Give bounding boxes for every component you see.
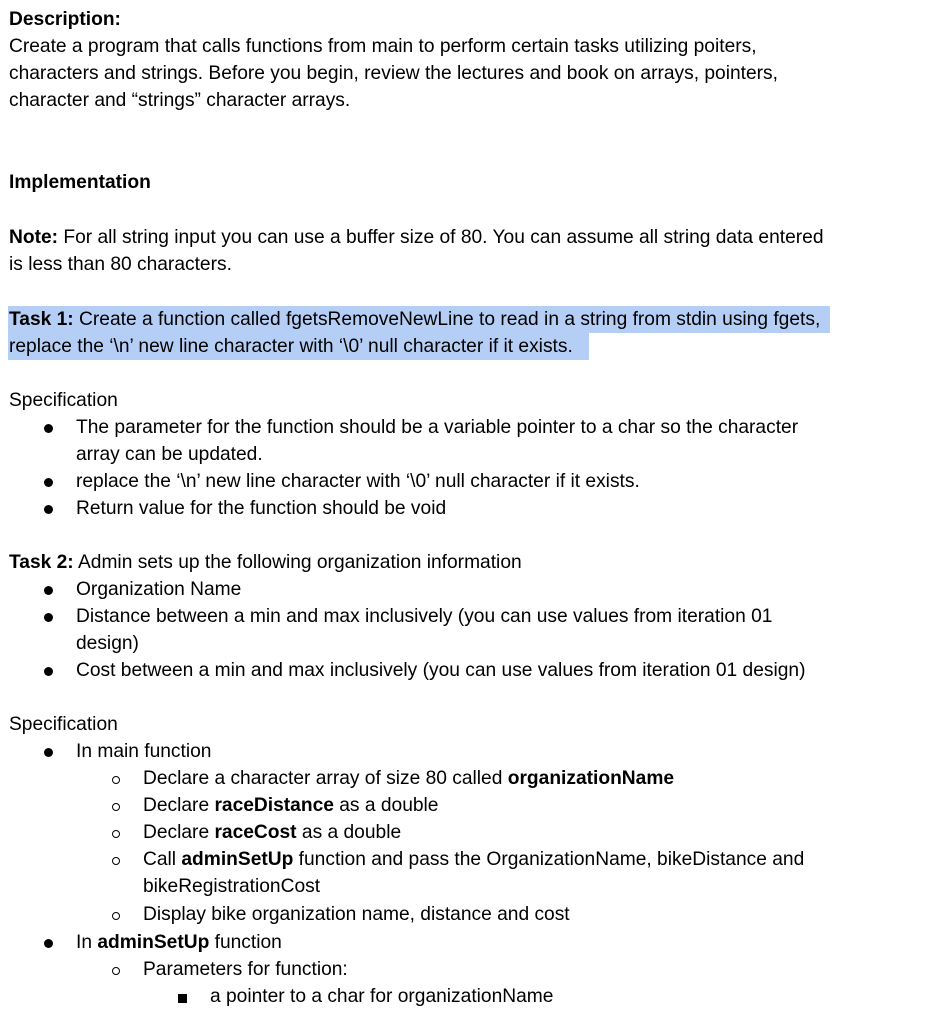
sub-item-text: as a double — [296, 822, 402, 843]
task1-bullet-1: The parameter for the function should be a variable pointer to a char so the character — [76, 417, 799, 438]
task1-bullet-3: Return value for the function should be void — [76, 498, 447, 519]
code-identifier: organizationName — [507, 768, 675, 789]
task2-intro — [9, 549, 522, 576]
task1-line-1[interactable] — [8, 306, 830, 333]
sub-item-race-cost — [143, 819, 401, 846]
note-label: Note: — [9, 227, 59, 248]
task2-bullet-2-cont: design) — [76, 633, 139, 654]
bullet-icon — [44, 586, 53, 595]
admin-setup-item — [76, 929, 282, 956]
task1-line-2[interactable]: replace the ‘\n’ new line character with ‘\0’ null character if it exists. — [8, 333, 589, 360]
note-line-1 — [9, 224, 824, 251]
sub-item-text: function and pass the OrganizationName, bikeDistance and — [293, 849, 805, 870]
sub-bullet-icon — [112, 803, 120, 811]
bullet-icon — [44, 613, 53, 622]
task1-text: Create a function called fgetsRemoveNewLine to read in a string from stdin using fgets, — [73, 309, 821, 330]
sub-bullet-icon — [112, 912, 120, 920]
sub-item-call-admin-setup — [143, 846, 804, 873]
description-heading: Description: — [9, 9, 121, 30]
task2-bullet-3: Cost between a min and max inclusively (you can use values from iteration 01 design) — [76, 660, 806, 681]
bullet-icon — [44, 505, 53, 514]
bullet-icon — [44, 478, 53, 487]
description-line-2: characters and strings. Before you begin, review the lectures and book on arrays, pointers, — [9, 63, 778, 84]
task1-bullet-1-cont: array can be updated. — [76, 444, 263, 465]
task2-label: Task 2: — [9, 552, 74, 573]
sub-bullet-icon — [112, 830, 120, 838]
note-line-2: is less than 80 characters. — [9, 254, 232, 275]
code-identifier: adminSetUp — [181, 849, 294, 870]
sub-item-text: Declare a character array of size 80 called — [143, 768, 508, 789]
sub-bullet-icon — [112, 967, 120, 975]
sub-item-race-distance — [143, 792, 438, 819]
bullet-icon — [44, 667, 53, 676]
parameter-organization-name: a pointer to a char for organizationName — [210, 986, 554, 1007]
sub-item-display: Display bike organization name, distance and cost — [143, 904, 570, 925]
note-text: For all string input you can use a buffer size of 80. You can assume all string data entered — [58, 227, 824, 248]
task1-label: Task 1: — [9, 309, 74, 330]
task2-bullet-1: Organization Name — [76, 579, 242, 600]
implementation-heading: Implementation — [9, 172, 151, 193]
item-text: function — [209, 932, 282, 953]
task2-intro-text: Admin sets up the following organization information — [73, 552, 522, 573]
code-identifier: raceCost — [214, 822, 297, 843]
task2-spec-heading: Specification — [9, 714, 118, 735]
sub-bullet-icon — [112, 776, 120, 784]
task2-bullet-2: Distance between a min and max inclusively (you can use values from iteration 01 — [76, 606, 773, 627]
bullet-icon — [44, 748, 53, 757]
code-identifier: raceDistance — [214, 795, 334, 816]
bullet-icon — [44, 939, 53, 948]
description-line-1: Create a program that calls functions from main to perform certain tasks utilizing poiters, — [9, 36, 757, 57]
sub-item-organization-name — [143, 765, 674, 792]
task1-bullet-2: replace the ‘\n’ new line character with ‘\0’ null character if it exists. — [76, 471, 640, 492]
parameters-item: Parameters for function: — [143, 959, 348, 980]
sub-item-text: Declare — [143, 822, 215, 843]
task1-spec-heading: Specification — [9, 390, 118, 411]
description-line-3: character and “strings” character arrays. — [9, 90, 351, 111]
bullet-icon — [44, 424, 53, 433]
sub-item-call-admin-setup-cont: bikeRegistrationCost — [143, 876, 321, 897]
sub-bullet-icon — [112, 857, 120, 865]
sub-item-text: Declare — [143, 795, 215, 816]
code-identifier: adminSetUp — [97, 932, 210, 953]
item-text: In — [76, 932, 98, 953]
square-bullet-icon — [178, 994, 187, 1003]
sub-item-text: as a double — [333, 795, 439, 816]
sub-item-text: Call — [143, 849, 182, 870]
main-function-item: In main function — [76, 741, 212, 762]
